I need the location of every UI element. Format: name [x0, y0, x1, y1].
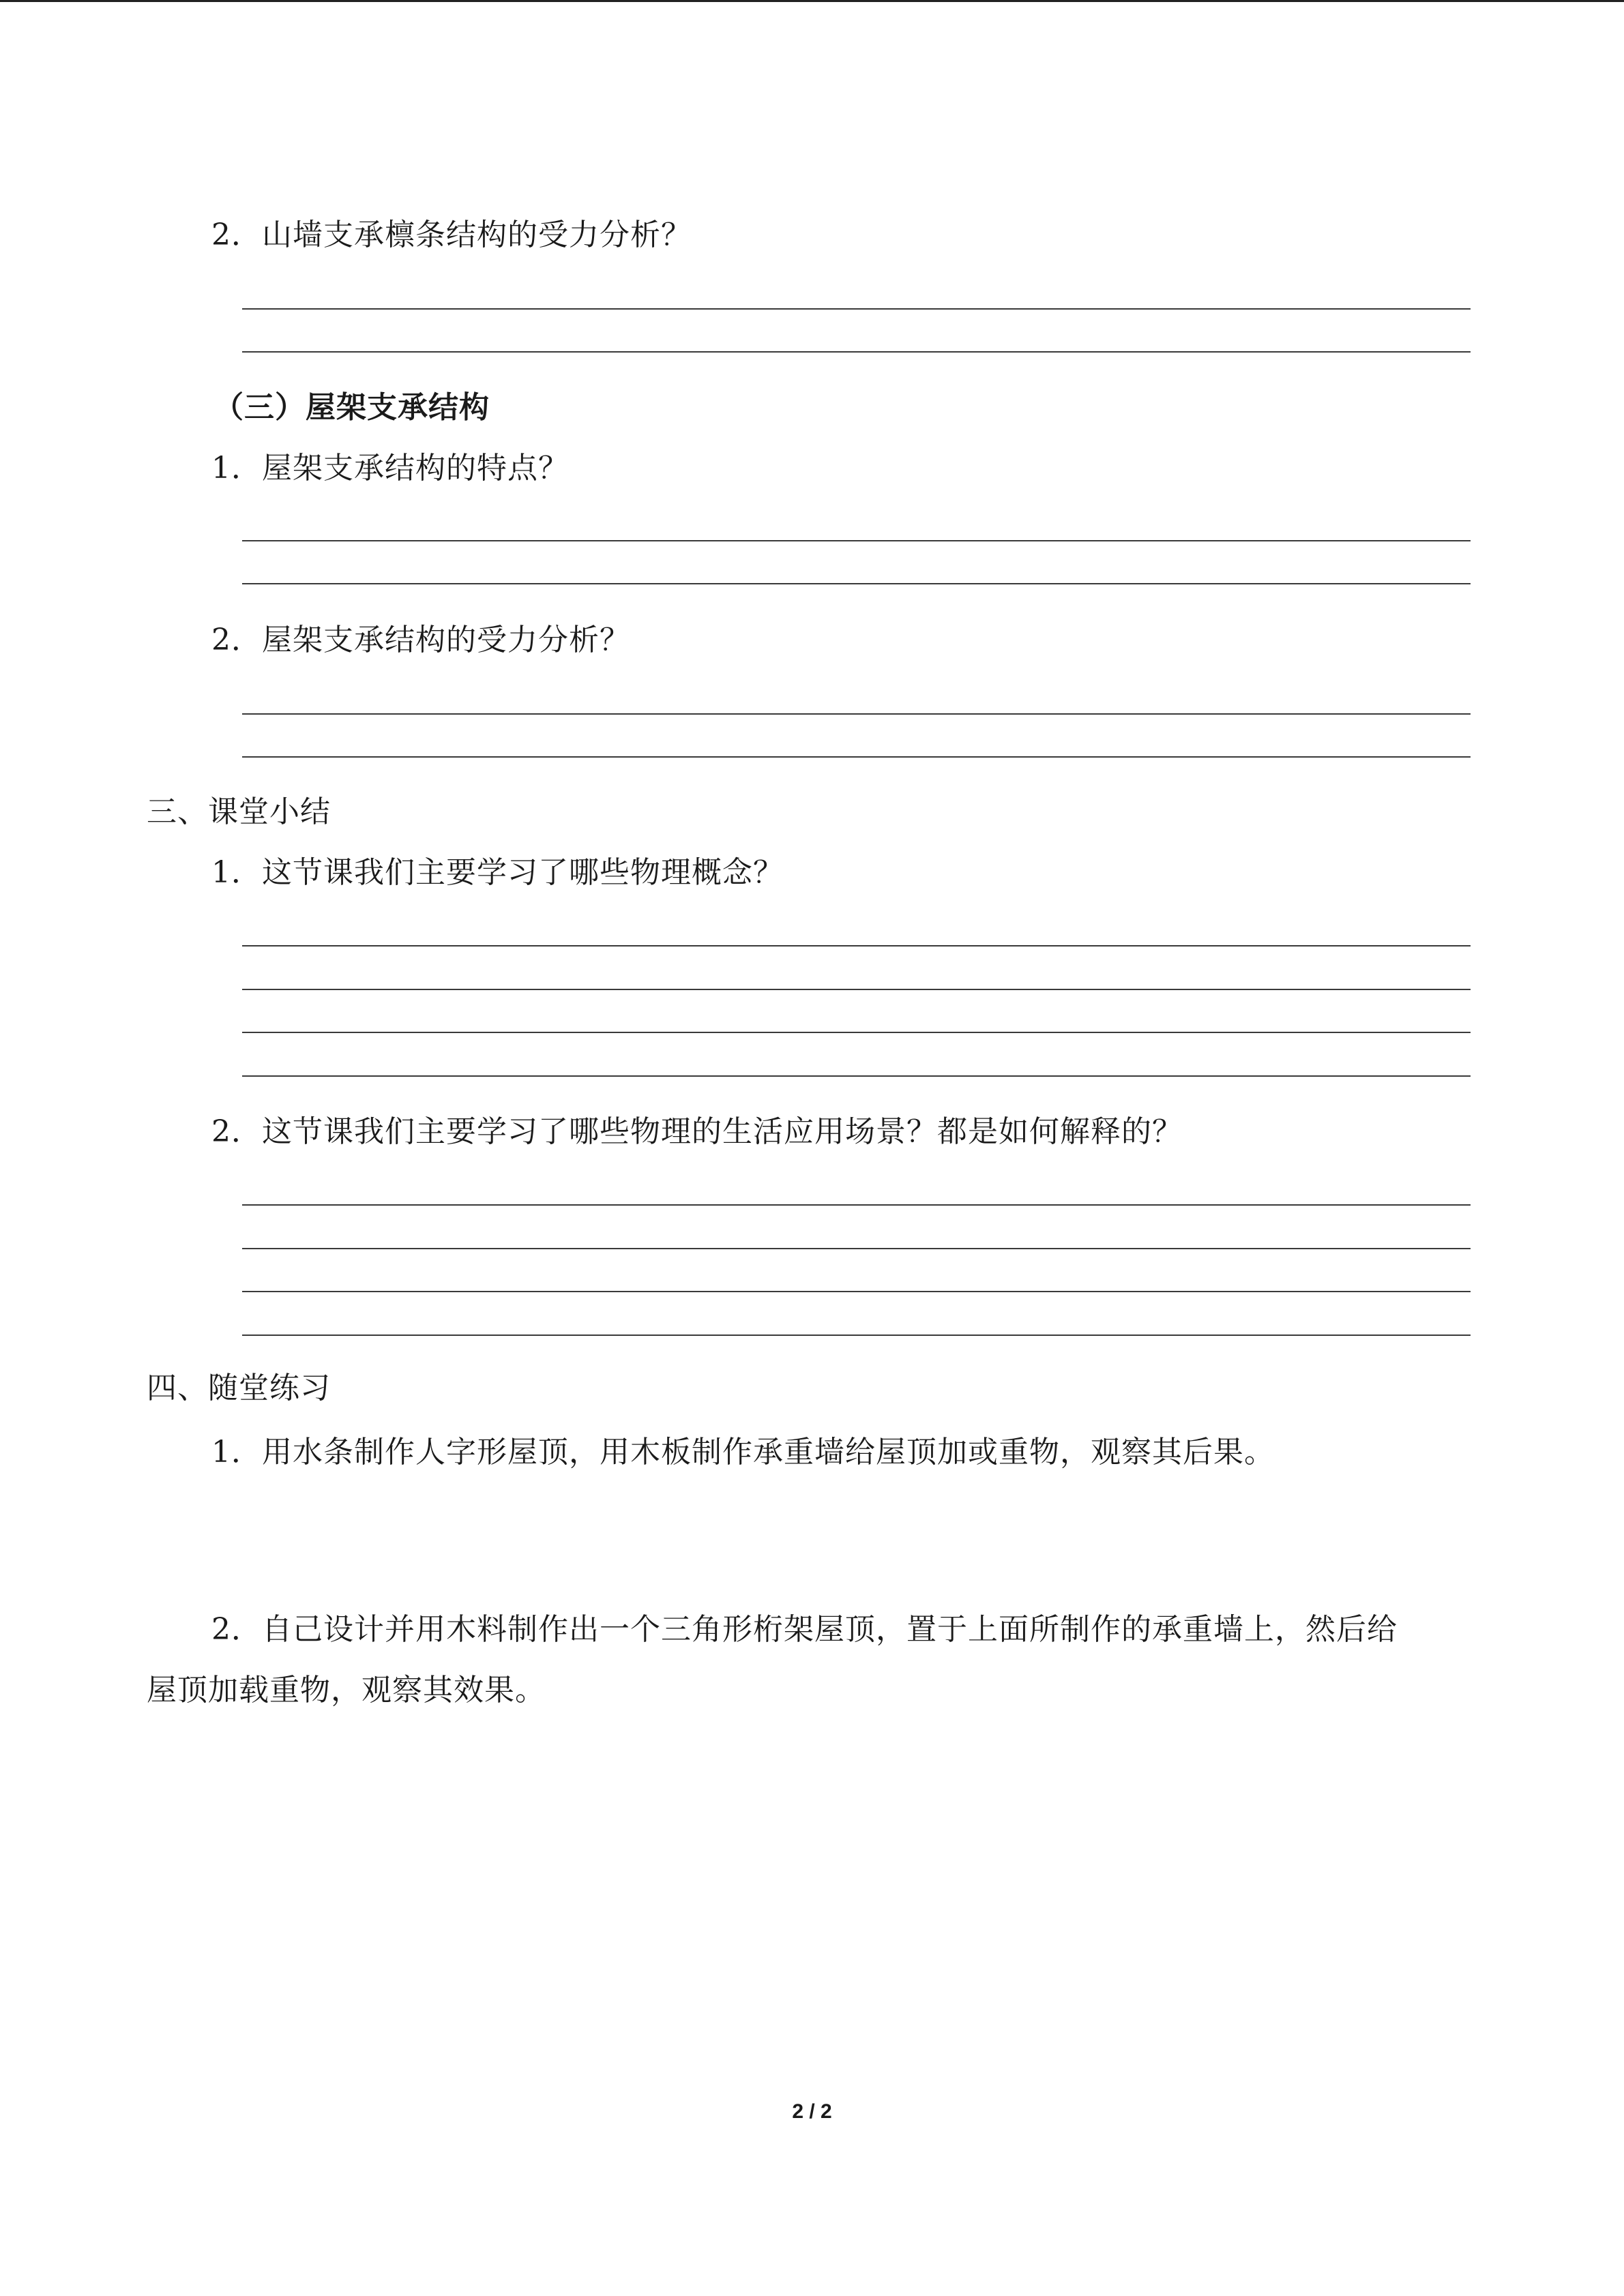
page-number: 2 / 2	[792, 2100, 832, 2123]
question-gable-purlin-analysis: 2．山墙支承檩条结构的受力分析？	[211, 218, 692, 252]
answer-line[interactable]	[242, 583, 1471, 584]
section-heading-practice: 四、随堂练习	[147, 1371, 331, 1405]
answer-line[interactable]	[242, 1075, 1471, 1077]
answer-line[interactable]	[242, 1032, 1471, 1033]
question-physics-concepts: 1．这节课我们主要学习了哪些物理概念？	[211, 855, 784, 890]
answer-line[interactable]	[242, 308, 1471, 310]
practice-task-2-line-1: 2．自己设计并用木料制作出一个三角形桁架屋顶，置于上面所制作的承重墙上，然后给	[211, 1612, 1398, 1647]
practice-task-1: 1．用水条制作人字形屋顶，用木板制作承重墙给屋顶加或重物，观察其后果。	[211, 1435, 1275, 1470]
answer-line[interactable]	[242, 756, 1471, 758]
section-heading-roof-truss: （三）屋架支承结构	[213, 390, 490, 425]
answer-line[interactable]	[242, 1335, 1471, 1336]
answer-line[interactable]	[242, 989, 1471, 990]
answer-line[interactable]	[242, 351, 1471, 353]
question-roof-truss-features: 1．屋架支承结构的特点？	[211, 451, 569, 486]
answer-line[interactable]	[242, 1291, 1471, 1292]
question-life-applications: 2．这节课我们主要学习了哪些物理的生活应用场景？都是如何解释的？	[211, 1114, 1183, 1149]
answer-line[interactable]	[242, 945, 1471, 946]
answer-line[interactable]	[242, 1248, 1471, 1249]
question-roof-truss-analysis: 2．屋架支承结构的受力分析？	[211, 623, 630, 657]
practice-task-2-line-2: 屋顶加载重物，观察其效果。	[147, 1673, 546, 1708]
answer-line[interactable]	[242, 1204, 1471, 1206]
page-top-border	[0, 0, 1624, 2]
answer-line[interactable]	[242, 540, 1471, 541]
answer-line[interactable]	[242, 713, 1471, 715]
section-heading-summary: 三、课堂小结	[147, 794, 331, 829]
